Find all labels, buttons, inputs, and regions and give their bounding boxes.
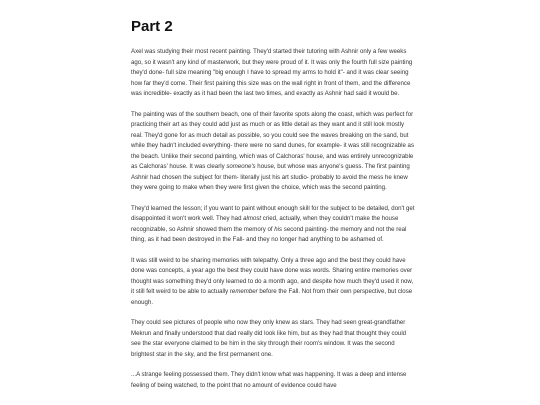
paragraph-text: Axel was studying their most recent painting. They'd started their tutoring with Ashnir only a few weeks ago, so it wasn't any kind of masterwork, but they were proud of it. It was only the fourth full size painting they'd done- full size meaning "big enough I have to spread my arms to hold it"- and it was clear seeing how far they'd come. Their first paining this size was on the wall right in front of them, and the difference was incredible- exactly as it had been the last two times, and exactly as Ashnir had said it would be. <box>131 48 413 97</box>
paragraph <box>131 204 415 246</box>
paragraph-text: They'd learned the lesson; if you want to paint without enough skill for the subject to be detailed, don't get disappointed it won't work well. They had <box>131 204 415 222</box>
paragraph <box>131 370 415 391</box>
paragraph-text: cried, actually, when they couldn't make the house recognizable, so Ashnir showed them the memory of <box>131 215 399 233</box>
paragraph-text: second painting- the memory and not the real thing, as it had been destroyed in the Fall- and they no longer had anything to be ashamed of. <box>131 225 407 243</box>
paragraph-text: ...A strange feeling possessed them. They didn't know what was happening. It was a deep and intense feeling of being watched, to the point that no amount of evidence could have <box>131 371 407 389</box>
page-title: Part 2 <box>131 18 173 35</box>
paragraph <box>131 47 415 100</box>
italic-text: almost <box>243 215 262 222</box>
paragraph <box>131 318 415 360</box>
paragraph-text: house, but whose was anyone's guess. The first painting Ashnir had chosen the subject for them- literally just his art studio- probably to avoid the mess he knew they were going to make when they were first given the choice, which was the second painting. <box>131 163 410 191</box>
paragraph-text: before the Fall. Not from their own perspective, but close enough. <box>131 288 413 306</box>
paragraph <box>131 110 415 194</box>
italic-text: remember <box>229 288 258 295</box>
paragraph-text: They could see pictures of people who now they only knew as stars. They had seen great-grandfather Mekrun and finally understood that dad really did look like him, but as they had that thought they could see the star everyone claimed to be him in the sky through their room's window. It was the second brightest star in the sky, and the first permanent one. <box>131 319 407 358</box>
paragraph <box>131 256 415 309</box>
paragraph-text: The painting was of the southern beach, one of their favorite spots along the coast, which was perfect for practicing their art as they could add just as much or as little detail as they want and it still look mostly real. They'd gone for as much detail as possible, so you could see the waves breaking on the sand, but while they hadn't included everything- there were no sand dunes, for example- it was still recognizable as the beach. Unlike their second painting, which was of Calchoras' house, and was entirely unrecognizable as Calchoras' house. It was clearly <box>131 110 414 170</box>
paragraph-list <box>131 47 415 391</box>
document-body <box>131 18 415 401</box>
paragraph-text: It was still weird to be sharing memories with telepathy. Only a three ago and the best they could have done was concepts, a year ago the best they could have done was words. Sharing entire memories over thought was something they'd only learned to do a month ago, and despite how much they'd used it now, it still felt weird to be able to actually <box>131 256 414 295</box>
italic-text: his <box>274 225 283 233</box>
italic-text: someone's <box>226 163 256 170</box>
